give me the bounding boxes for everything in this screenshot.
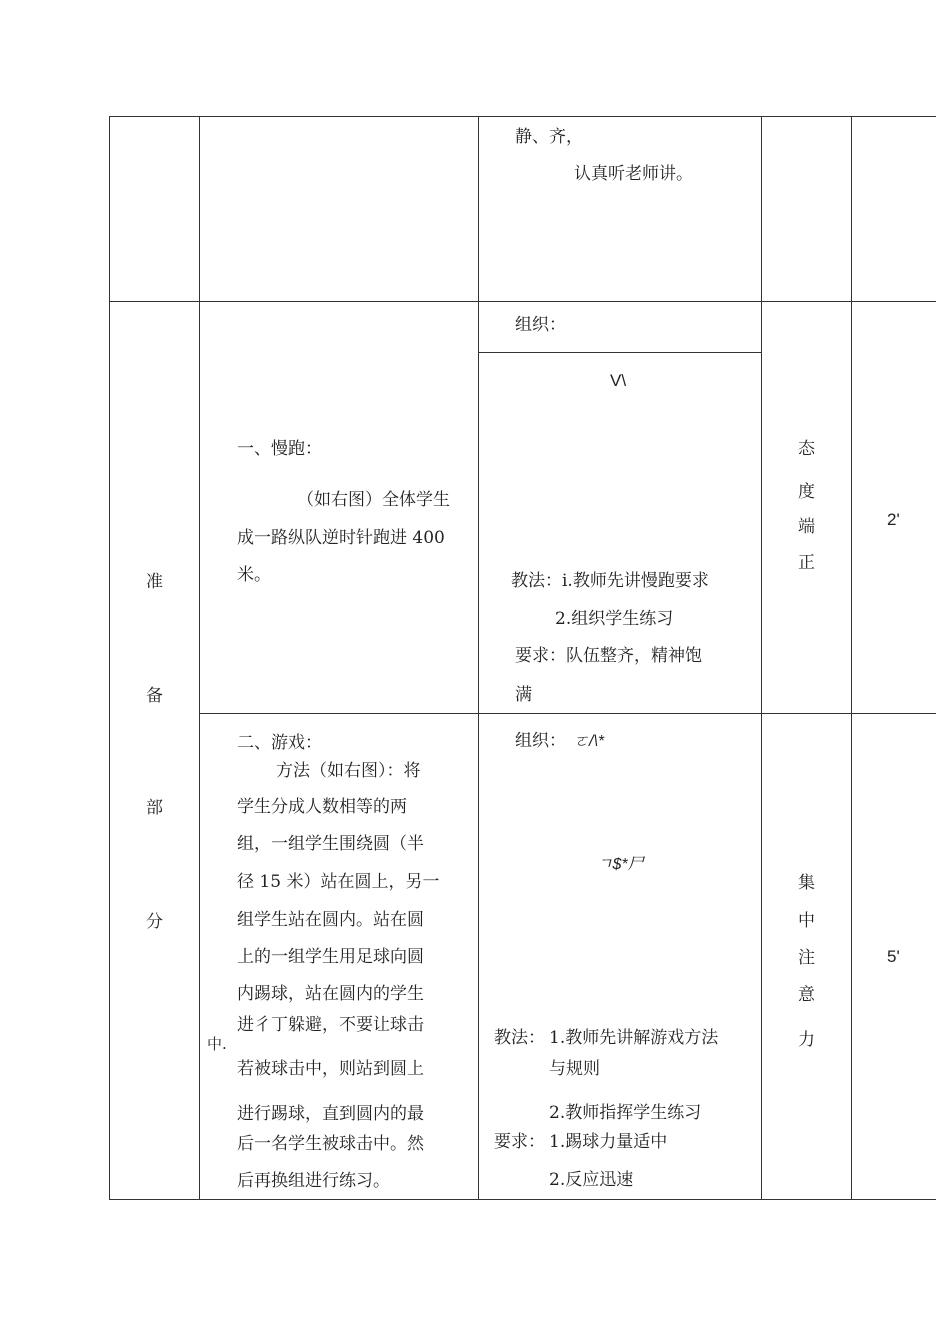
- row2-req-line2: 满: [515, 685, 532, 705]
- row3-teach-line3: 2.教师指挥学生练习: [549, 1103, 702, 1123]
- table-border-bottom: [109, 1199, 936, 1200]
- row-divider-1: [109, 301, 936, 302]
- row2-org-label: 组织：: [515, 315, 566, 335]
- row2-content-title: 一、慢跑：: [237, 439, 322, 459]
- row3-stray-text: 中.: [207, 1035, 227, 1053]
- row2-teach-line2: 2.组织学生练习: [555, 609, 674, 629]
- org-divider: [478, 352, 761, 353]
- row3-teach-label: 教法：: [494, 1028, 545, 1048]
- row3-goal-char: 集: [798, 873, 815, 893]
- row-divider-2: [199, 713, 936, 714]
- row2-goal-char: 态: [798, 439, 815, 459]
- col-line-4: [761, 116, 762, 1200]
- row3-content-line: 组，一组学生围绕圆（半: [237, 834, 424, 854]
- row2-goal-char: 度: [798, 482, 815, 502]
- row3-content-line: 方法（如右图）：将: [276, 761, 421, 781]
- section-label-char-3: 部: [146, 798, 163, 818]
- col-line-2: [199, 116, 200, 1200]
- row3-diagram-glyph: ㄱ$*尸: [597, 856, 644, 873]
- row3-content-line: 内踢球，站在圆内的学生: [237, 984, 424, 1004]
- row3-content-line: 组学生站在圆内。站在圆: [237, 910, 424, 930]
- row3-content-line: 若被球击中，则站到圆上: [237, 1059, 424, 1079]
- row3-content-line: 进彳丁躲避，不要让球击: [237, 1015, 424, 1035]
- row2-diagram-text: V\: [610, 371, 627, 390]
- section-label-char-4: 分: [146, 912, 163, 932]
- row3-teach-line2: 与规则: [549, 1059, 600, 1079]
- section-label-char-1: 准: [146, 572, 163, 592]
- row3-org-label: 组织：: [515, 731, 566, 751]
- row3-org-glyph: ㄛ/\*: [573, 733, 605, 750]
- row3-content-line: 径 15 米）站在圆上，另一: [237, 872, 440, 892]
- row3-content-line: 学生分成人数相等的两: [237, 797, 407, 817]
- row3-goal-char: 意: [798, 985, 815, 1005]
- row3-goal-char: 中: [798, 911, 815, 931]
- table-border-top: [109, 116, 936, 117]
- row2-content-line: （如右图）全体学生: [297, 490, 450, 510]
- row3-time: 5': [887, 947, 900, 966]
- row3-content-line: 后一名学生被球击中。然: [237, 1134, 424, 1154]
- row3-req-line1: 1.踢球力量适中: [549, 1132, 668, 1152]
- row2-req-line1: 要求：队伍整齐，精神饱: [515, 646, 702, 666]
- row3-content-line: 进行踢球，直到圆内的最: [237, 1104, 424, 1124]
- section-label-char-2: 备: [146, 686, 163, 706]
- row3-goal-char: 注: [798, 948, 815, 968]
- row3-content-line: 后再换组进行练习。: [237, 1171, 390, 1191]
- row2-goal-char: 端: [798, 517, 815, 537]
- row1-method-line2: 认真听老师讲。: [574, 164, 693, 184]
- row3-content-line: 上的一组学生用足球向圆: [237, 947, 424, 967]
- row2-goal-char: 正: [798, 553, 815, 573]
- col-line-1: [109, 116, 110, 1200]
- row2-content-line: 米。: [237, 565, 271, 585]
- col-line-3: [478, 116, 479, 1200]
- row3-req-label: 要求：: [494, 1132, 545, 1152]
- row1-method-line1: 静、齐，: [515, 127, 583, 147]
- row3-req-line2: 2.反应迅速: [549, 1170, 634, 1190]
- col-line-5: [851, 116, 852, 1200]
- row3-teach-line1: 1.教师先讲解游戏方法: [549, 1028, 719, 1048]
- row3-goal-char: 力: [798, 1030, 815, 1050]
- row2-teach-line1: 教法：i.教师先讲慢跑要求: [511, 571, 709, 591]
- row3-content-title: 二、游戏：: [237, 733, 322, 753]
- row2-content-line: 成一路纵队逆时针跑进 400: [237, 528, 445, 548]
- row2-time: 2': [887, 510, 900, 529]
